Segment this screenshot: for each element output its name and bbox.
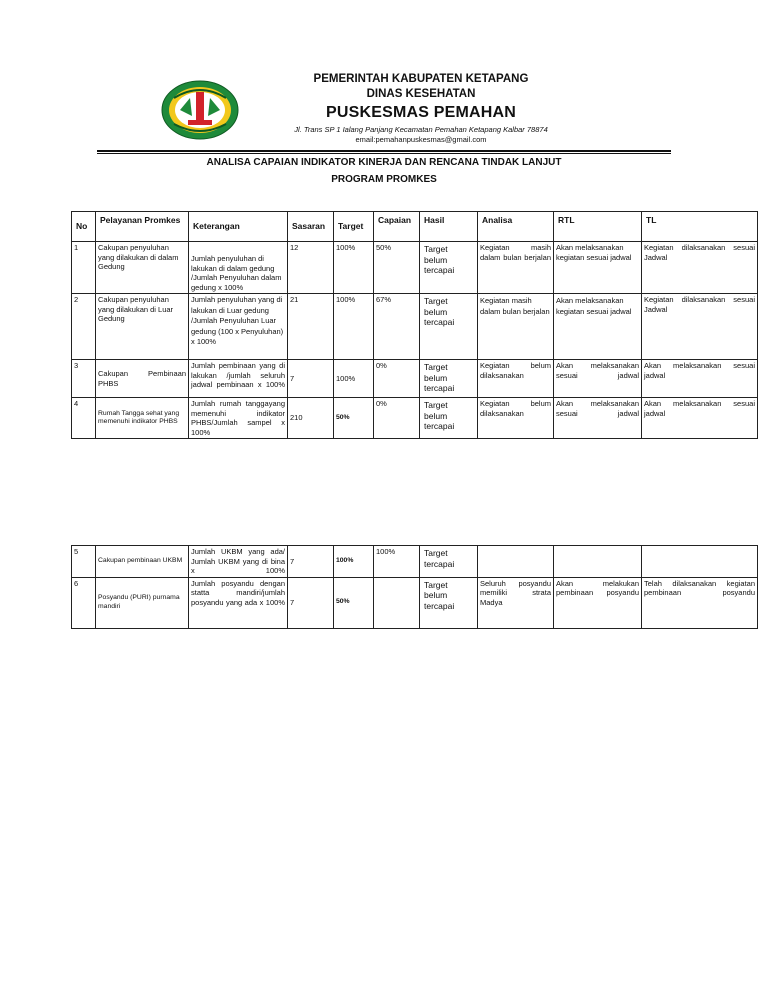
cell-no: 3 [72,360,96,398]
cell-capaian: 0% [374,360,420,398]
cell-hasil: Target tercapai [420,546,478,578]
cell-keterangan: Jumlah rumah tanggayang memenuhi indikator PHBS/Jumlah sampel x 100% [189,398,288,439]
table-row [72,546,758,578]
cell-keterangan: Jumlah pembinaan yang di lakukan /jumlah seluruh jadwal pembinaan x 100% [189,360,288,398]
cell-keterangan: Jumlah posyandu dengan statta mandiri/jumlah posyandu yang ada x 100% [189,577,288,628]
cell-target: 50% [334,577,374,628]
cell-sasaran: 7 [288,360,334,398]
header-rtl: RTL [554,212,642,242]
cell-analisa [478,546,554,578]
cell-hasil: Target belum tercapai [420,398,478,439]
cell-analisa: Kegiatan belum dilaksanakan [478,360,554,398]
cell-keterangan: Jumlah penyuluhan di lakukan di dalam gedung /Jumlah Penyuluhan dalam gedung x 100% [189,242,288,294]
letterhead-puskesmas-name: PUSKESMAS PEMAHAN [325,104,517,121]
cell-hasil: Target belum tercapai [420,577,478,628]
header-keterangan: Keterangan [189,212,288,242]
header-capaian: Capaian [374,212,420,242]
cell-sasaran: 210 [288,398,334,439]
cell-target: 100% [334,294,374,360]
cell-no: 2 [72,294,96,360]
cell-rtl: Akan melaksanakan kegiatan sesuai jadwal [554,294,642,360]
cell-tl: Akan melaksanakan sesuai jadwal [642,360,758,398]
cell-no: 6 [72,577,96,628]
cell-analisa: Seluruh posyandu memiliki strata Madya [478,577,554,628]
letterhead-rule-thick [97,150,671,152]
cell-capaian: 50% [374,242,420,294]
cell-hasil: Target belum tercapai [420,242,478,294]
cell-keterangan: Jumlah UKBM yang ada/ Jumlah UKBM yang di bina x 100% [189,546,288,578]
table-row [72,398,758,439]
letterhead-address: Jl. Trans SP 1 Ialang Panjang Kecamatan Pemahan Ketapang Kalbar 78874 [294,125,548,134]
cell-target: 100% [334,242,374,294]
letterhead-department: DINAS KESEHATAN [366,88,476,100]
cell-pelayanan: Cakupan penyuluhan yang dilakukan di Luar Gedung [96,294,189,360]
table-header-row [72,212,758,242]
indicator-table [71,211,758,439]
cell-target: 100% [334,360,374,398]
cell-tl: Kegiatan dilaksanakan sesuai Jadwal [642,242,758,294]
cell-rtl: Akan melaksanakan sesuai jadwal [554,360,642,398]
cell-capaian: 0% [374,398,420,439]
header-analisa: Analisa [478,212,554,242]
cell-rtl [554,546,642,578]
cell-target: 50% [334,398,374,439]
header-tl: TL [642,212,758,242]
table-row [72,294,758,360]
cell-rtl: Akan melaksanakan sesuai jadwal [554,398,642,439]
cell-capaian [374,577,420,628]
header-hasil: Hasil [420,212,478,242]
cell-hasil: Target belum tercapai [420,294,478,360]
cell-no: 5 [72,546,96,578]
cell-sasaran: 12 [288,242,334,294]
cell-analisa: Kegiatan belum dilaksanakan [478,398,554,439]
cell-hasil: Target belum tercapai [420,360,478,398]
puskesmas-logo [160,80,240,140]
cell-analisa: Kegiatan masih dalam bulan berjalan [478,294,554,360]
document-subtitle: PROGRAM PROMKES [331,174,437,185]
cell-capaian: 67% [374,294,420,360]
letterhead [236,72,606,145]
cell-pelayanan: Posyandu (PURI) purnama mandiri [96,577,189,628]
cell-rtl: Akan melaksanakan kegiatan sesuai jadwal [554,242,642,294]
document-title: ANALISA CAPAIAN INDIKATOR KINERJA DAN RENCANA TINDAK LANJUT [206,157,562,168]
cell-sasaran: 7 [288,546,334,578]
logo-emblem-icon [160,80,240,140]
cell-tl: Telah dilaksanakan kegiatan pembinaan posyandu [642,577,758,628]
header-no: No [72,212,96,242]
letterhead-rule-thin [97,153,671,154]
cell-target: 100% [334,546,374,578]
cell-tl: Akan melaksanakan sesuai jadwal [642,398,758,439]
table-row [72,242,758,294]
cell-no: 4 [72,398,96,439]
letterhead-email: email:pemahanpuskesmas@gmail.com [355,135,487,144]
table-row [72,577,758,628]
cell-sasaran: 7 [288,577,334,628]
cell-pelayanan: Cakupan penyuluhan yang dilakukan di dalam Gedung [96,242,189,294]
cell-rtl: Akan melakukan pembinaan posyandu [554,577,642,628]
cell-tl [642,546,758,578]
cell-capaian: 100% [374,546,420,578]
cell-sasaran: 21 [288,294,334,360]
cell-pelayanan: Rumah Tangga sehat yang memenuhi indikator PHBS [96,398,189,439]
header-target: Target [334,212,374,242]
cell-pelayanan: Cakupan Pembinaan PHBS [96,360,189,398]
cell-keterangan: Jumlah penyuluhan yang di lakukan di Luar gedung /Jumlah Penyuluhan Luar gedung (100 x Penyuluhan) x 100% [189,294,288,360]
indicator-table-continued [71,545,758,629]
cell-analisa: Kegiatan masih dalam bulan berjalan [478,242,554,294]
header-sasaran: Sasaran [288,212,334,242]
table-row [72,360,758,398]
cell-no: 1 [72,242,96,294]
cell-tl: Kegiatan dilaksanakan sesuai Jadwal [642,294,758,360]
letterhead-government: PEMERINTAH KABUPATEN KETAPANG [313,73,529,85]
header-pelayanan: Pelayanan Promkes [96,212,189,242]
cell-pelayanan: Cakupan pembinaan UKBM [96,546,189,578]
